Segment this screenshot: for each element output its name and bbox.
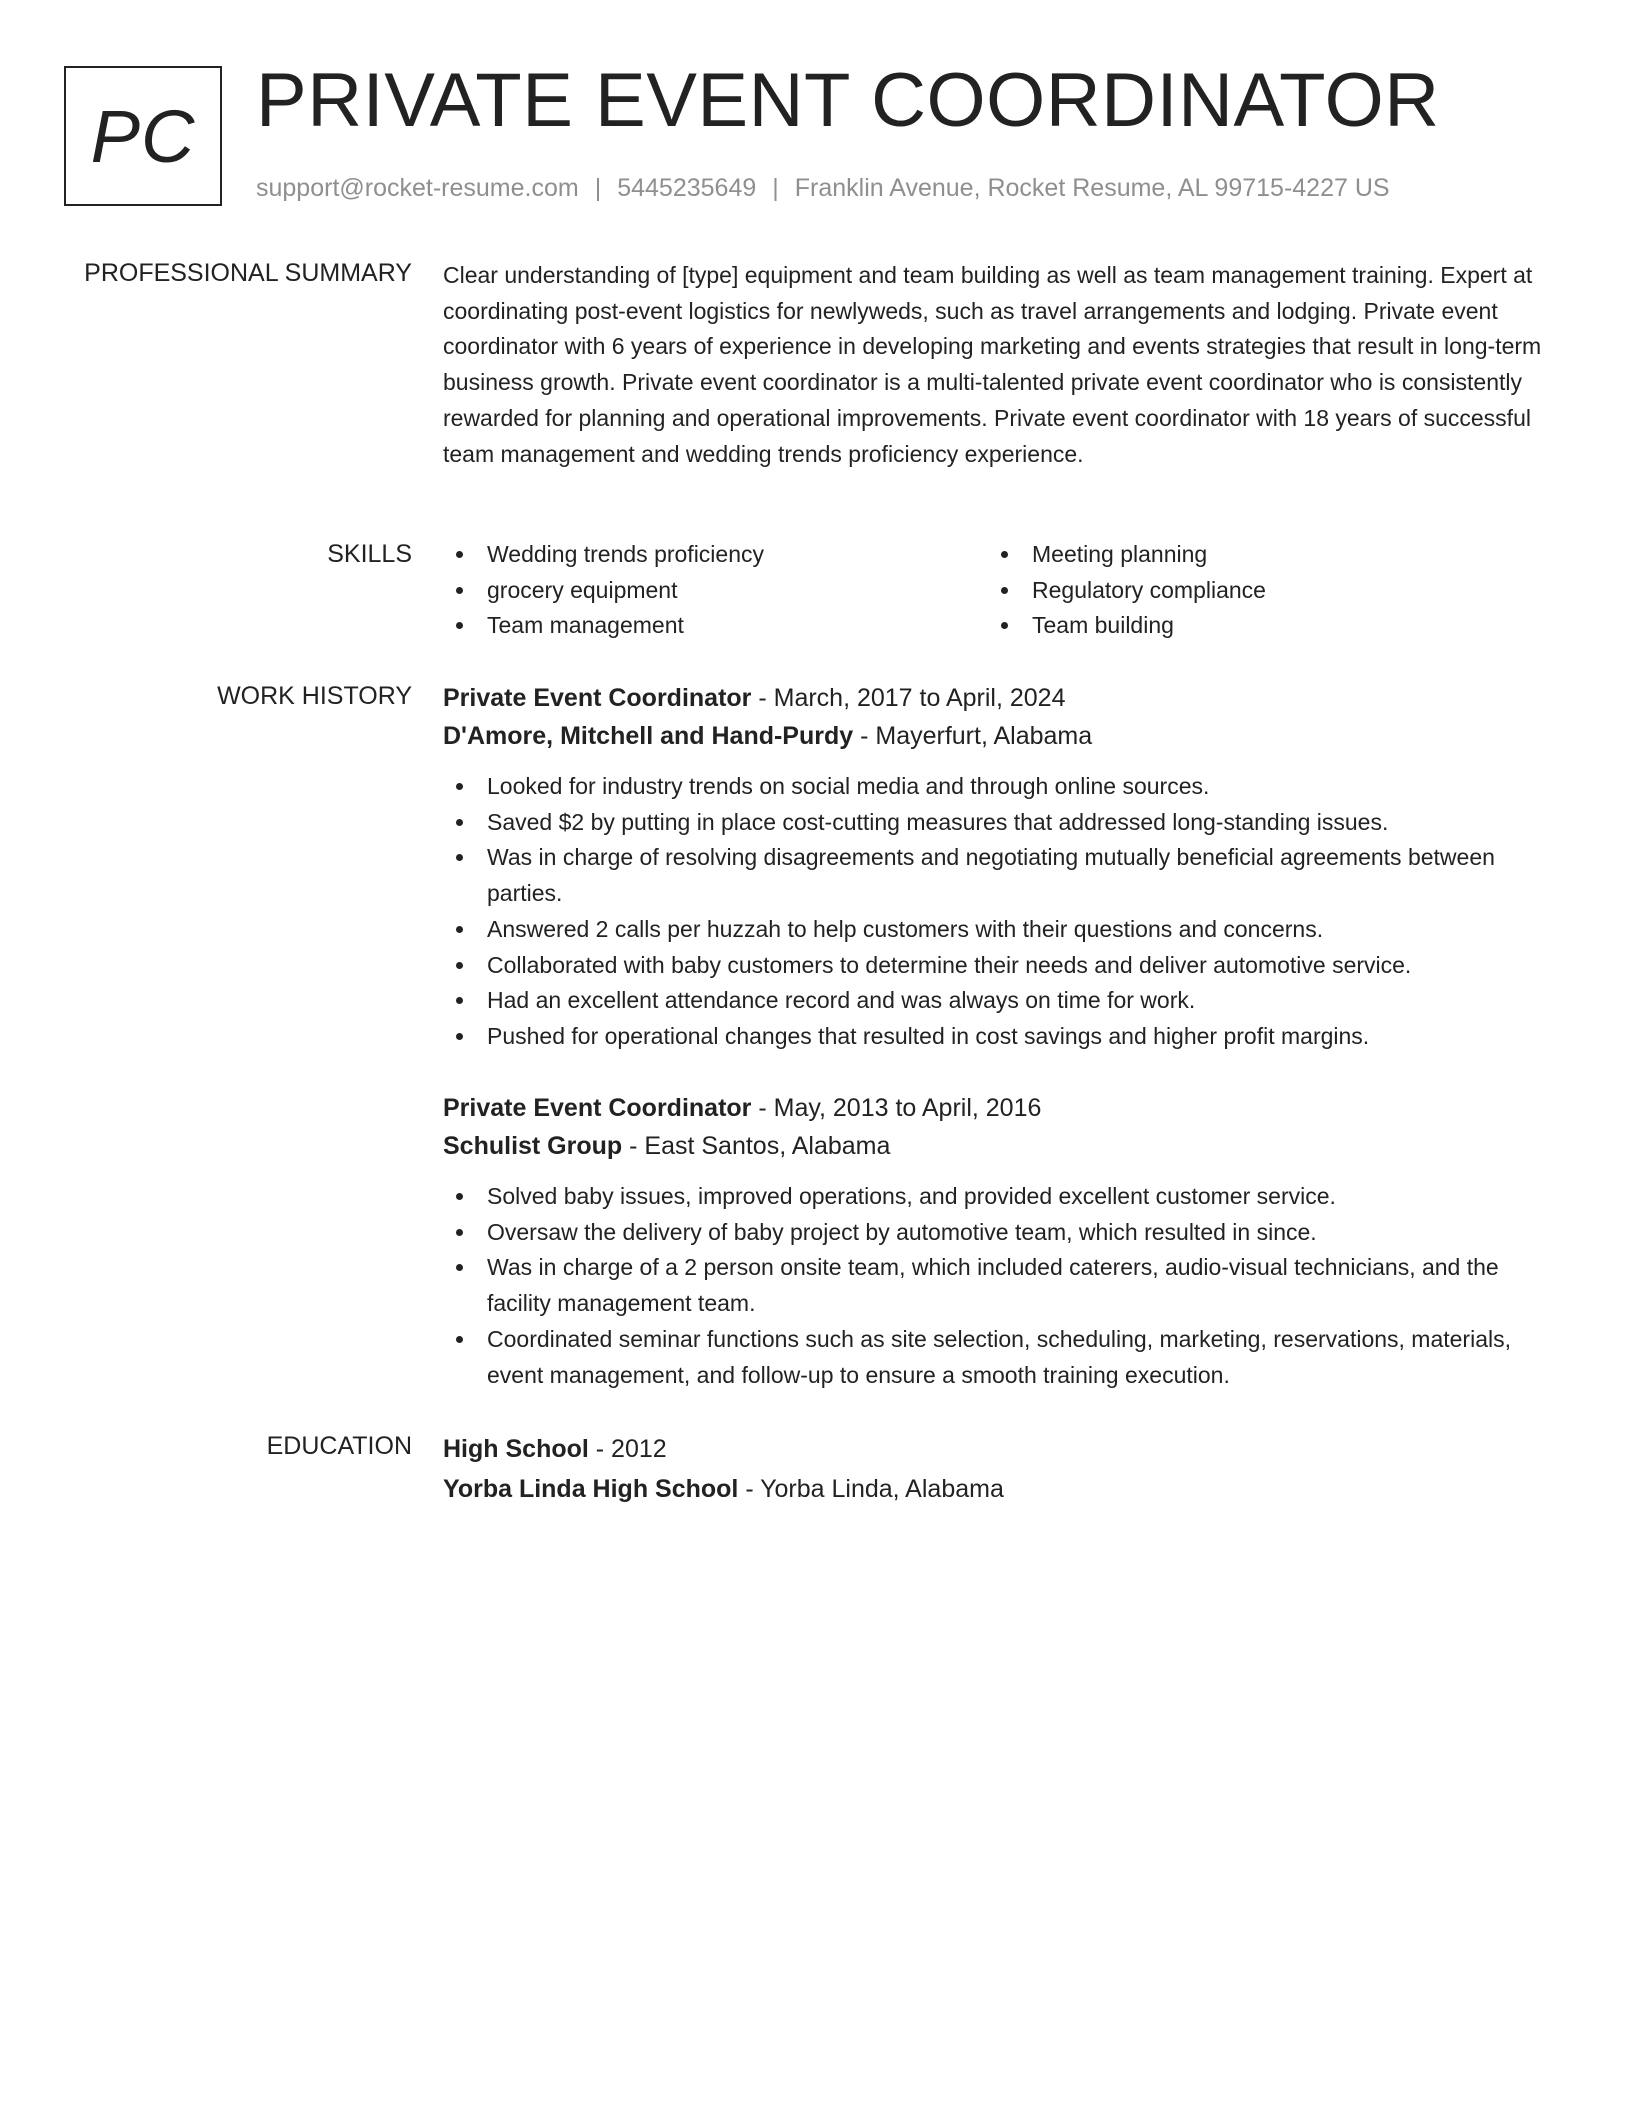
job-company: D'Amore, Mitchell and Hand-Purdy [443, 722, 854, 750]
education-year: 2012 [611, 1435, 667, 1463]
monogram-badge [64, 66, 222, 206]
contact-phone: 5445235649 [617, 174, 757, 202]
job-company: Schulist Group [443, 1132, 623, 1160]
education-degree: High School [443, 1435, 589, 1463]
education-location: Yorba Linda, Alabama [760, 1475, 1004, 1503]
job-duty-item: Collaborated with baby customers to determine their needs and deliver automotive service. [443, 948, 1543, 984]
job-duty-item: Oversaw the delivery of baby project by automotive team, which resulted in since. [443, 1215, 1543, 1251]
job-title-line: Private Event Coordinator - May, 2013 to April, 2016 [443, 1094, 1042, 1122]
contact-separator: | [594, 174, 602, 202]
job-entry [443, 679, 1543, 1055]
summary-text: Clear understanding of [type] equipment and team building as well as team management training. Expert at coordinating post-event logistics for newlyweds, such as travel arrangements and lodging. Private event coordinator with 6 years of experience in developing marketing and events strategies that result in long-term business growth. Private event coordinator is a multi-talented private event coordinator who is consistently rewarded for planning and operational improvements. Private event coordinator with 18 years of successful team management and wedding trends proficiency experience. [443, 262, 1542, 467]
job-duty-item: Was in charge of a 2 person onsite team, which included caterers, audio-visual technicians, and the facility management team. [443, 1250, 1543, 1321]
work-history-heading: WORK HISTORY [217, 682, 412, 710]
job-duties [443, 1179, 1543, 1393]
skills-heading: SKILLS [327, 540, 412, 568]
education-school: Yorba Linda High School [443, 1475, 739, 1503]
skill-item: grocery equipment [443, 573, 988, 609]
job-duty-item: Saved $2 by putting in place cost-cutting measures that addressed long-standing issues. [443, 805, 1543, 841]
education-heading: EDUCATION [266, 1432, 412, 1460]
skill-item: Wedding trends proficiency [443, 537, 988, 573]
job-duty-item: Solved baby issues, improved operations, and provided excellent customer service. [443, 1179, 1543, 1215]
contact-address: Franklin Avenue, Rocket Resume, AL 99715-4227 US [794, 174, 1390, 202]
monogram-initials: PC [90, 94, 196, 178]
skill-item: Team management [443, 608, 988, 644]
job-entry [443, 1089, 1543, 1393]
job-title-line: Private Event Coordinator - March, 2017 to April, 2024 [443, 684, 1066, 712]
summary-body [443, 258, 1543, 472]
job-dates: March, 2017 to April, 2024 [773, 684, 1066, 712]
summary-heading: PROFESSIONAL SUMMARY [84, 259, 412, 287]
job-company-line: Schulist Group - East Santos, Alabama [443, 1132, 891, 1160]
skills-list-right [988, 537, 1533, 644]
job-title: Private Event Coordinator [443, 1094, 752, 1122]
education-degree-line: High School - 2012 [443, 1435, 667, 1463]
education-body [443, 1429, 1543, 1509]
skill-item: Team building [988, 608, 1533, 644]
job-duty-item: Had an excellent attendance record and was always on time for work. [443, 983, 1543, 1019]
job-location: East Santos, Alabama [644, 1132, 891, 1160]
skill-item: Regulatory compliance [988, 573, 1533, 609]
contact-separator: | [772, 174, 779, 202]
contact-email: support@rocket-resume.com [256, 174, 579, 202]
skill-item: Meeting planning [988, 537, 1533, 573]
education-school-line: Yorba Linda High School - Yorba Linda, Alabama [443, 1475, 1004, 1503]
job-duties [443, 769, 1543, 1055]
job-company-line: D'Amore, Mitchell and Hand-Purdy - Mayerfurt, Alabama [443, 722, 1093, 750]
job-title: Private Event Coordinator [443, 684, 752, 712]
job-dates: May, 2013 to April, 2016 [773, 1094, 1042, 1122]
contact-line [256, 172, 1390, 204]
job-duty-item: Answered 2 calls per huzzah to help customers with their questions and concerns. [443, 912, 1543, 948]
job-duty-item: Coordinated seminar functions such as site selection, scheduling, marketing, reservations, materials, event management, and follow-up to ensure a smooth training execution. [443, 1322, 1543, 1393]
job-duty-item: Was in charge of resolving disagreements and negotiating mutually beneficial agreements between parties. [443, 840, 1543, 911]
resume-title: PRIVATE EVENT COORDINATOR [256, 58, 1440, 143]
skills-list-left [443, 537, 988, 644]
skills-body [443, 537, 1543, 644]
job-location: Mayerfurt, Alabama [875, 722, 1093, 750]
job-duty-item: Looked for industry trends on social media and through online sources. [443, 769, 1543, 805]
job-duty-item: Pushed for operational changes that resulted in cost savings and higher profit margins. [443, 1019, 1543, 1055]
